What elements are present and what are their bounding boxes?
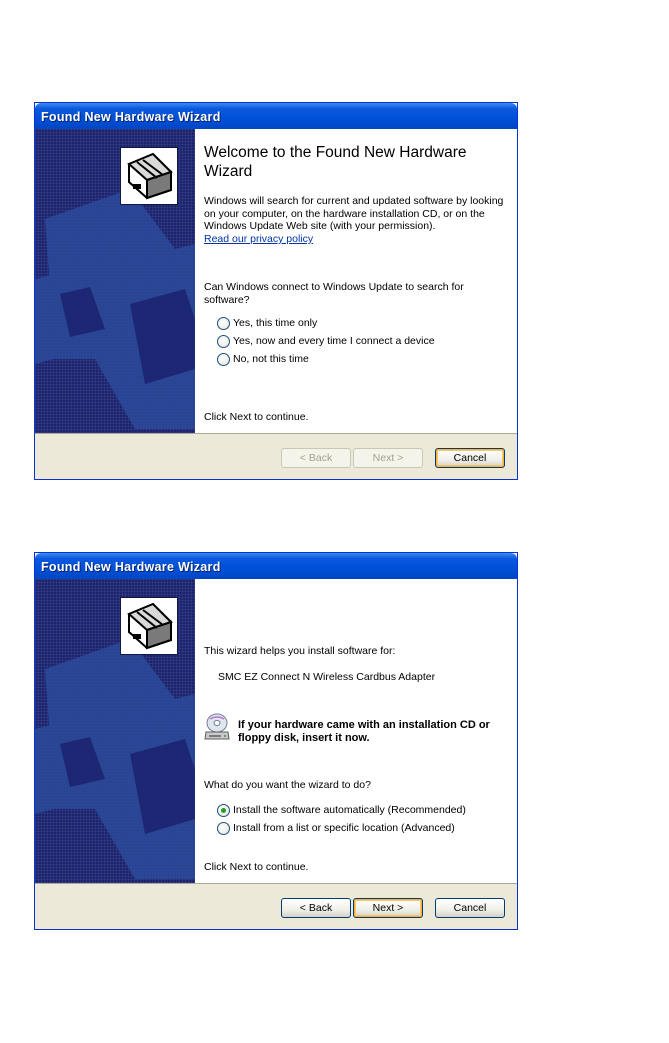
cancel-button[interactable]: Cancel (435, 448, 505, 468)
privacy-policy-link[interactable]: Read our privacy policy (204, 233, 314, 245)
option-label: Install the software automatically (Recommended) (233, 804, 466, 816)
button-bar (35, 883, 517, 930)
option-label: Install from a list or specific location (Advanced) (233, 822, 455, 834)
back-button[interactable]: < Back (281, 448, 351, 468)
window-title: Found New Hardware Wizard (41, 110, 221, 124)
radio-button[interactable] (217, 822, 230, 835)
radio-button[interactable] (217, 804, 230, 817)
next-button[interactable]: Next > (353, 448, 423, 468)
wizard-side-panel (35, 579, 195, 883)
wizard-content (195, 129, 517, 433)
cd-drive-icon (204, 713, 230, 741)
button-bar (35, 433, 517, 480)
install-wizard-dialog (34, 552, 518, 930)
back-button[interactable]: < Back (281, 898, 351, 918)
welcome-wizard-dialog (34, 102, 518, 480)
wizard-content (195, 579, 517, 883)
continue-hint: Click Next to continue. (204, 411, 309, 423)
title-bar[interactable] (35, 553, 517, 579)
cd-notice: If your hardware came with an installation CD or floppy disk, insert it now. (238, 719, 490, 744)
hardware-wizard-icon (120, 147, 178, 205)
window-title: Found New Hardware Wizard (41, 560, 221, 574)
radio-button[interactable] (217, 335, 230, 348)
cancel-button[interactable]: Cancel (435, 898, 505, 918)
next-button[interactable]: Next > (353, 898, 423, 918)
device-name: SMC EZ Connect N Wireless Cardbus Adapter (218, 671, 436, 683)
question-text: What do you want the wizard to do? (204, 779, 371, 791)
radio-button[interactable] (217, 317, 230, 330)
wizard-side-panel (35, 129, 195, 433)
continue-hint: Click Next to continue. (204, 861, 309, 873)
option-label: No, not this time (233, 353, 309, 365)
page-title: Welcome to the Found New Hardware Wizard (204, 144, 467, 180)
hardware-wizard-icon (120, 597, 178, 655)
question-text: Can Windows connect to Windows Update to search for software? (204, 281, 464, 306)
intro-text: Windows will search for current and updated software by looking on your computer, on the hardware installation CD, or on the Windows Update Web site (with your permission). (204, 195, 504, 232)
radio-button[interactable] (217, 353, 230, 366)
option-label: Yes, this time only (233, 317, 318, 329)
option-label: Yes, now and every time I connect a device (233, 335, 435, 347)
intro-text: This wizard helps you install software for: (204, 645, 396, 657)
title-bar[interactable] (35, 103, 517, 129)
